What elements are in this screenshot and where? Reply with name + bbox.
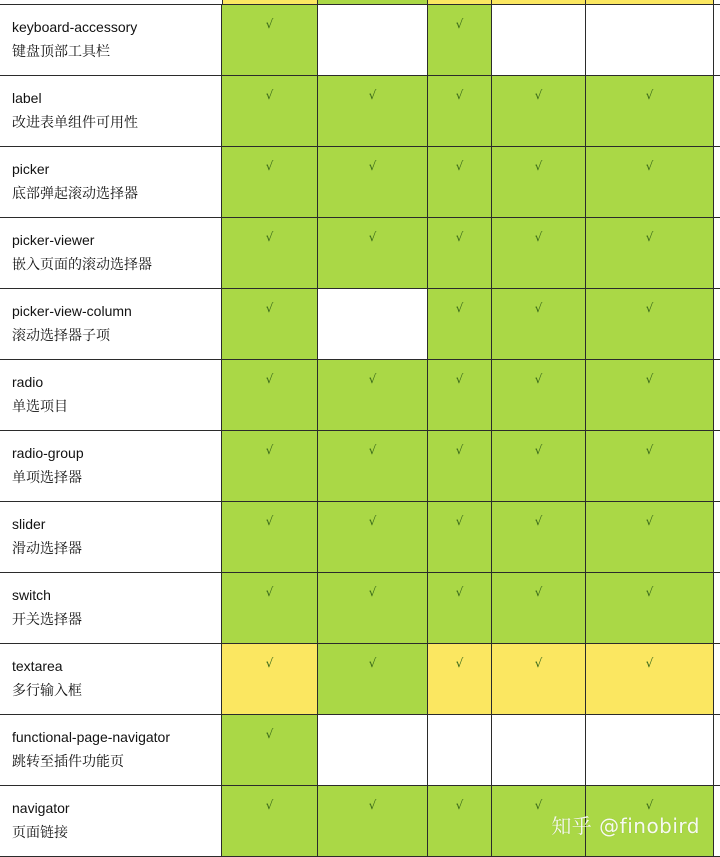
support-cell-col-3 xyxy=(428,715,492,785)
support-cell-col-2 xyxy=(318,360,428,430)
support-cell-col-1 xyxy=(222,360,318,430)
component-description: 底部弹起滚动选择器 xyxy=(12,186,138,202)
support-cell-col-1 xyxy=(222,5,318,75)
support-cell-col-2 xyxy=(318,715,428,785)
component-description: 键盘顶部工具栏 xyxy=(12,44,110,60)
support-cell-col-2 xyxy=(318,147,428,217)
support-cell-col-1 xyxy=(222,786,318,856)
component-description: 单选项目 xyxy=(12,399,68,415)
support-cell-col-5 xyxy=(586,5,714,75)
component-name: functional-page-navigator xyxy=(12,729,170,745)
component-name: slider xyxy=(12,516,46,532)
component-name: switch xyxy=(12,587,51,603)
check-mark-icon: √ xyxy=(455,798,464,812)
check-mark-icon: √ xyxy=(534,514,543,528)
support-cell-col-3 xyxy=(428,218,492,288)
support-cell-col-2 xyxy=(318,218,428,288)
component-name: label xyxy=(12,90,42,106)
support-cell-col-2 xyxy=(318,431,428,501)
support-cell-col-5 xyxy=(586,502,714,572)
component-name-cell xyxy=(0,147,222,217)
support-cell-col-2 xyxy=(318,76,428,146)
component-name: picker-viewer xyxy=(12,232,95,248)
support-cell-col-1 xyxy=(222,644,318,714)
component-description: 改进表单组件可用性 xyxy=(12,115,138,131)
check-mark-icon: √ xyxy=(455,17,464,31)
check-mark-icon: √ xyxy=(534,656,543,670)
check-mark-icon: √ xyxy=(265,159,274,173)
watermark-text: 知乎 @finobird xyxy=(551,814,700,838)
table-row xyxy=(0,75,720,146)
component-name-cell xyxy=(0,502,222,572)
check-mark-icon: √ xyxy=(265,514,274,528)
component-name-cell xyxy=(0,360,222,430)
component-description: 嵌入页面的滚动选择器 xyxy=(12,257,152,273)
support-cell-col-1 xyxy=(222,715,318,785)
component-name: picker-view-column xyxy=(12,303,132,319)
support-cell-col-3 xyxy=(428,289,492,359)
check-mark-icon: √ xyxy=(645,798,654,812)
component-description: 滚动选择器子项 xyxy=(12,328,110,344)
support-cell-col-2 xyxy=(318,573,428,643)
support-cell-col-3 xyxy=(428,147,492,217)
support-cell-col-5 xyxy=(586,644,714,714)
component-name-cell xyxy=(0,715,222,785)
check-mark-icon: √ xyxy=(265,17,274,31)
component-description: 开关选择器 xyxy=(12,612,82,628)
check-mark-icon: √ xyxy=(265,301,274,315)
check-mark-icon: √ xyxy=(455,372,464,386)
component-name: radio xyxy=(12,374,44,390)
support-cell-col-4 xyxy=(492,431,586,501)
support-cell-col-4 xyxy=(492,76,586,146)
check-mark-icon: √ xyxy=(455,230,464,244)
check-mark-icon: √ xyxy=(455,88,464,102)
check-mark-icon: √ xyxy=(368,798,377,812)
component-description: 页面链接 xyxy=(12,825,68,841)
support-cell-col-4 xyxy=(492,218,586,288)
support-cell-col-1 xyxy=(222,218,318,288)
support-cell-col-2 xyxy=(318,289,428,359)
support-cell-col-4 xyxy=(492,360,586,430)
component-description: 滑动选择器 xyxy=(12,541,82,557)
support-cell-col-3 xyxy=(428,786,492,856)
check-mark-icon: √ xyxy=(368,585,377,599)
support-cell-col-3 xyxy=(428,644,492,714)
support-cell-col-5 xyxy=(586,360,714,430)
component-name-cell xyxy=(0,218,222,288)
support-cell-col-3 xyxy=(428,502,492,572)
check-mark-icon: √ xyxy=(645,656,654,670)
support-cell-col-4 xyxy=(492,502,586,572)
check-mark-icon: √ xyxy=(534,798,543,812)
support-cell-col-5 xyxy=(586,76,714,146)
support-cell-col-3 xyxy=(428,5,492,75)
check-mark-icon: √ xyxy=(368,88,377,102)
check-mark-icon: √ xyxy=(534,88,543,102)
component-name: textarea xyxy=(12,658,63,674)
check-mark-icon: √ xyxy=(368,443,377,457)
support-cell-col-1 xyxy=(222,76,318,146)
support-cell-col-5 xyxy=(586,147,714,217)
check-mark-icon: √ xyxy=(265,88,274,102)
support-cell-col-1 xyxy=(222,573,318,643)
table-row xyxy=(0,217,720,288)
support-cell-col-3 xyxy=(428,573,492,643)
support-cell-col-1 xyxy=(222,431,318,501)
component-name-cell xyxy=(0,5,222,75)
table-row xyxy=(0,430,720,501)
check-mark-icon: √ xyxy=(265,230,274,244)
support-cell-col-3 xyxy=(428,431,492,501)
component-name-cell xyxy=(0,786,222,856)
check-mark-icon: √ xyxy=(534,372,543,386)
support-cell-col-1 xyxy=(222,147,318,217)
check-mark-icon: √ xyxy=(265,656,274,670)
support-cell-col-5 xyxy=(586,289,714,359)
check-mark-icon: √ xyxy=(455,514,464,528)
support-cell-col-2 xyxy=(318,5,428,75)
check-mark-icon: √ xyxy=(645,159,654,173)
table-row xyxy=(0,146,720,217)
check-mark-icon: √ xyxy=(455,656,464,670)
check-mark-icon: √ xyxy=(265,372,274,386)
check-mark-icon: √ xyxy=(645,443,654,457)
support-cell-col-2 xyxy=(318,502,428,572)
support-cell-col-2 xyxy=(318,644,428,714)
check-mark-icon: √ xyxy=(368,230,377,244)
support-cell-col-1 xyxy=(222,289,318,359)
support-cell-col-3 xyxy=(428,360,492,430)
check-mark-icon: √ xyxy=(265,443,274,457)
check-mark-icon: √ xyxy=(534,585,543,599)
check-mark-icon: √ xyxy=(645,88,654,102)
check-mark-icon: √ xyxy=(368,372,377,386)
support-cell-col-5 xyxy=(586,431,714,501)
check-mark-icon: √ xyxy=(368,159,377,173)
component-name: keyboard-accessory xyxy=(12,19,138,35)
support-cell-col-1 xyxy=(222,502,318,572)
table-row xyxy=(0,4,720,75)
check-mark-icon: √ xyxy=(455,585,464,599)
component-name-cell xyxy=(0,431,222,501)
support-cell-col-3 xyxy=(428,76,492,146)
check-mark-icon: √ xyxy=(265,585,274,599)
component-name-cell xyxy=(0,573,222,643)
component-name: picker xyxy=(12,161,50,177)
support-cell-col-4 xyxy=(492,715,586,785)
check-mark-icon: √ xyxy=(645,514,654,528)
check-mark-icon: √ xyxy=(645,372,654,386)
check-mark-icon: √ xyxy=(265,727,274,741)
support-cell-col-4 xyxy=(492,289,586,359)
component-name: navigator xyxy=(12,800,70,816)
component-description: 跳转至插件功能页 xyxy=(12,754,124,770)
support-cell-col-4 xyxy=(492,644,586,714)
support-cell-col-2 xyxy=(318,786,428,856)
check-mark-icon: √ xyxy=(265,798,274,812)
component-description: 单项选择器 xyxy=(12,470,82,486)
check-mark-icon: √ xyxy=(455,443,464,457)
table-row xyxy=(0,572,720,643)
check-mark-icon: √ xyxy=(534,159,543,173)
check-mark-icon: √ xyxy=(455,301,464,315)
check-mark-icon: √ xyxy=(368,656,377,670)
check-mark-icon: √ xyxy=(645,230,654,244)
check-mark-icon: √ xyxy=(534,443,543,457)
component-description: 多行输入框 xyxy=(12,683,82,699)
support-cell-col-4 xyxy=(492,5,586,75)
component-name-cell xyxy=(0,644,222,714)
table-row xyxy=(0,288,720,359)
support-cell-col-5 xyxy=(586,715,714,785)
support-cell-col-4 xyxy=(492,573,586,643)
check-mark-icon: √ xyxy=(368,514,377,528)
check-mark-icon: √ xyxy=(534,301,543,315)
table-row xyxy=(0,643,720,714)
check-mark-icon: √ xyxy=(455,159,464,173)
support-cell-col-5 xyxy=(586,573,714,643)
support-cell-col-4 xyxy=(492,147,586,217)
table-row xyxy=(0,501,720,572)
check-mark-icon: √ xyxy=(534,230,543,244)
component-name: radio-group xyxy=(12,445,84,461)
check-mark-icon: √ xyxy=(645,585,654,599)
table-row xyxy=(0,359,720,430)
table-row xyxy=(0,714,720,785)
component-name-cell xyxy=(0,289,222,359)
support-cell-col-5 xyxy=(586,218,714,288)
check-mark-icon: √ xyxy=(645,301,654,315)
component-name-cell xyxy=(0,76,222,146)
